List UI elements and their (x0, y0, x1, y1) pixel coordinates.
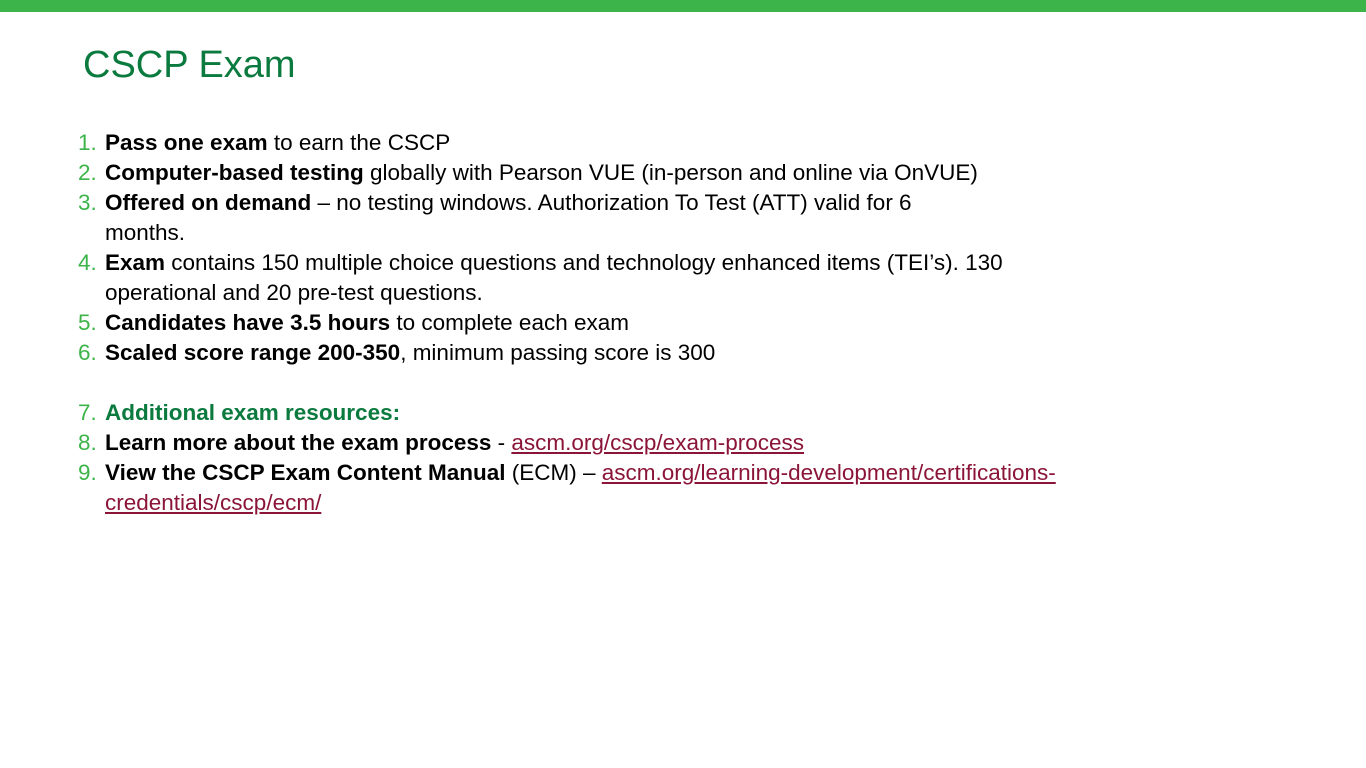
item-number: 7. (78, 400, 97, 425)
slide-title: CSCP Exam (83, 44, 296, 86)
item-heading: View the CSCP Exam Content Manual (105, 460, 506, 485)
item-number: 6. (78, 340, 97, 365)
bullet-list (78, 128, 1238, 518)
list-item-2 (78, 158, 1238, 188)
item-text-continued: operational and 20 pre-test questions. (105, 280, 483, 305)
item-text: , minimum passing score is 300 (400, 340, 716, 365)
top-accent-bar (0, 0, 1366, 12)
list-item-9 (78, 458, 1238, 518)
item-number: 5. (78, 310, 97, 335)
item-heading: Offered on demand (105, 190, 312, 215)
item-text: to complete each exam (390, 310, 629, 335)
ecm-link[interactable]: ascm.org/learning-development/certifications- (601, 460, 1056, 485)
item-heading: Scaled score range 200-350 (105, 340, 401, 365)
list-item-3 (78, 188, 1238, 248)
item-text: - (491, 430, 512, 455)
item-text: – no testing windows. Authorization To Test (ATT) valid for 6 (311, 190, 912, 215)
item-heading: Exam (105, 250, 166, 275)
ecm-link-continued[interactable]: credentials/cscp/ecm/ (105, 490, 322, 515)
item-text: to earn the CSCP (267, 130, 451, 155)
item-number: 1. (78, 130, 97, 155)
item-heading: Learn more about the exam process (105, 430, 492, 455)
item-number: 3. (78, 190, 97, 215)
item-heading: Candidates have 3.5 hours (105, 310, 391, 335)
list-item-5 (78, 308, 1238, 338)
item-text: globally with Pearson VUE (in-person and online via OnVUE) (363, 160, 978, 185)
item-number: 8. (78, 430, 97, 455)
item-number: 2. (78, 160, 97, 185)
list-item-7 (78, 398, 1238, 428)
item-text-continued: months. (105, 220, 186, 245)
list-item-8 (78, 428, 1238, 458)
list-item-4 (78, 248, 1238, 308)
exam-process-link[interactable]: ascm.org/cscp/exam-process (511, 430, 804, 455)
item-heading: Computer-based testing (105, 160, 364, 185)
list-item-6 (78, 338, 1238, 368)
item-number: 4. (78, 250, 97, 275)
section-heading: Additional exam resources: (105, 400, 401, 425)
item-text: contains 150 multiple choice questions and technology enhanced items (TEI’s). 130 (165, 250, 1003, 275)
item-heading: Pass one exam (105, 130, 268, 155)
list-item-1 (78, 128, 1238, 158)
item-text: (ECM) – (505, 460, 602, 485)
item-number: 9. (78, 460, 97, 485)
